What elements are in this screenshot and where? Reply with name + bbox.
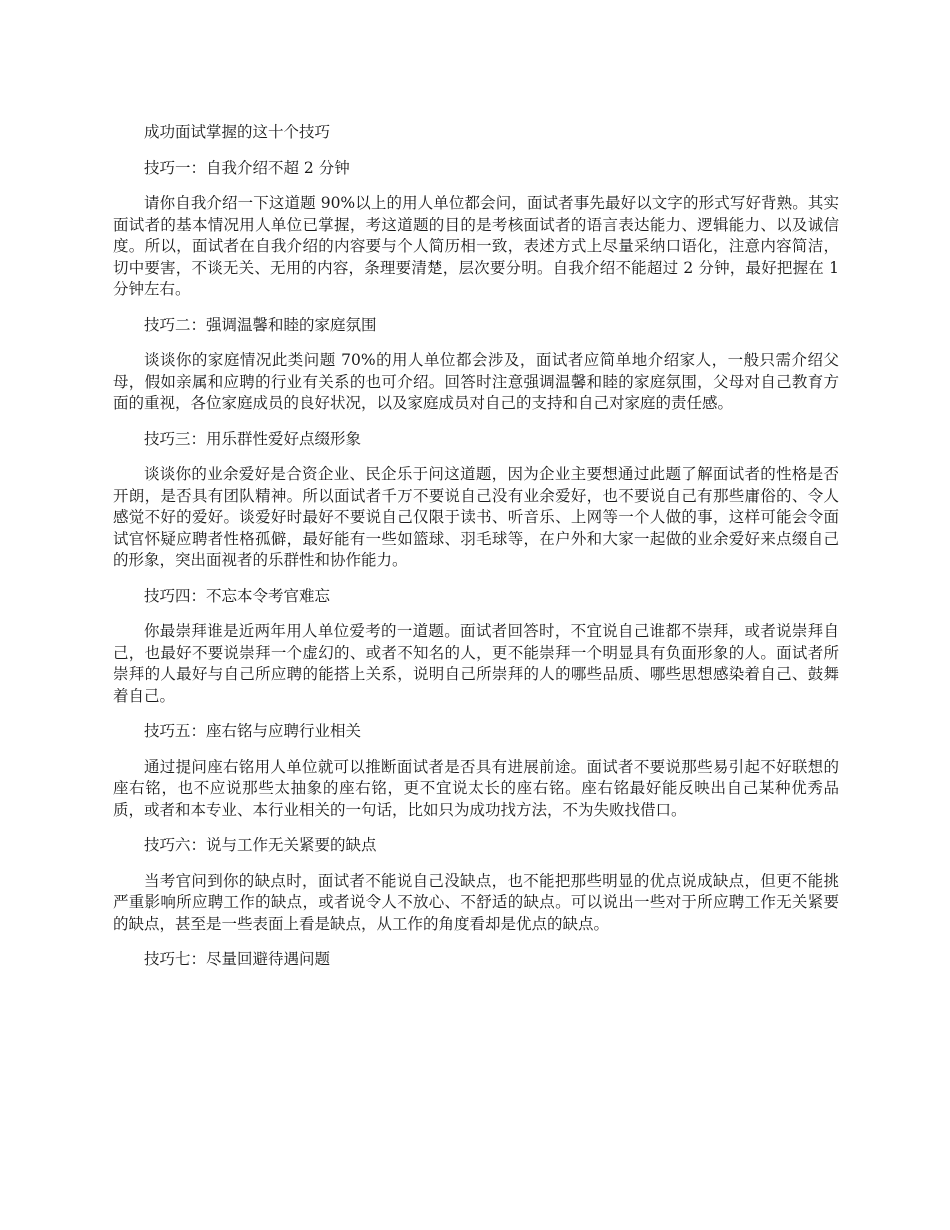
section-body-2: 谈谈你的家庭情况此类问题 70%的用人单位都会涉及，面试者应简单地介绍家人，一般只需介绍父母，假如亲属和应聘的行业有关系的也可介绍。回答时注意强调温馨和睦的家庭氛围，父母对自己教育方面的重视，各位家庭成员的良好状况，以及家庭成员对自己的支持和自己对家庭的责任感。 [113, 351, 839, 412]
section-body-6: 当考官问到你的缺点时，面试者不能说自己没缺点，也不能把那些明显的优点说成缺点，但更不能挑严重影响所应聘工作的缺点，或者说令人不放心、不舒适的缺点。可以说出一些对于所应聘工作无关紧要的缺点，甚至是一些表面上看是缺点，从工作的角度看却是优点的缺点。 [113, 871, 839, 933]
section-body-3: 谈谈你的业余爱好是合资企业、民企乐于问这道题，因为企业主要想通过此题了解面试者的性格是否开朗，是否具有团队精神。所以面试者千万不要说自己没有业余爱好，也不要说自己有那些庸俗的、令人感觉不好的爱好。谈爱好时最好不要说自己仅限于读书、听音乐、上网等一个人做的事，这样可能会令面试官怀疑应聘者性格孤僻，最好能有一些如篮球、羽毛球等，在户外和大家一起做的业余爱好来点缀自己的形象，突出面视者的乐群性和协作能力。 [113, 465, 839, 569]
section-body-1: 请你自我介绍一下这道题 90%以上的用人单位都会问，面试者事先最好以文字的形式写好背熟。其实面试者的基本情况用人单位已掌握，考这道题的目的是考核面试者的语言表达能力、逻辑能力、以及诚信度。所以，面试者在自我介绍的内容要与个人简历相一致，表述方式上尽量采纳口语化，注意内容简洁，切中要害，不谈无关、无用的内容，条理要清楚，层次要分明。自我介绍不能超过 2 分钟，最好把握在 1 分钟左右。 [113, 194, 839, 298]
section-heading-2: 技巧二：强调温馨和睦的家庭氛围 [144, 315, 377, 334]
section-body-5: 通过提问座右铭用人单位就可以推断面试者是否具有进展前途。面试者不要说那些易引起不好联想的座右铭，也不应说那些太抽象的座右铭，更不宜说太长的座右铭。座右铭最好能反映出自己某种优秀品质，或者和本专业、本行业相关的一句话，比如只为成功找方法，不为失败找借口。 [113, 757, 839, 819]
section-heading-4: 技巧四：不忘本令考官难忘 [144, 586, 331, 605]
section-heading-7: 技巧七：尽量回避待遇问题 [144, 950, 331, 968]
document-page [113, 122, 839, 985]
document-title: 成功面试掌握的这十个技巧 [144, 123, 331, 141]
section-heading-6: 技巧六：说与工作无关紧要的缺点 [144, 836, 377, 854]
section-heading-3: 技巧三：用乐群性爱好点缀形象 [144, 429, 362, 448]
section-heading-1: 技巧一：自我介绍不超 2 分钟 [144, 158, 350, 177]
section-heading-5: 技巧五：座右铭与应聘行业相关 [144, 722, 362, 740]
section-body-4: 你最崇拜谁是近两年用人单位爱考的一道题。面试者回答时，不宜说自己谁都不崇拜，或者说崇拜自己，也最好不要说崇拜一个虚幻的、或者不知名的人，更不能崇拜一个明显具有负面形象的人。面试者所崇拜的人最好与自己所应聘的能搭上关系，说明自己所崇拜的人的哪些品质、哪些思想感染着自己、鼓舞着自己。 [113, 622, 839, 705]
